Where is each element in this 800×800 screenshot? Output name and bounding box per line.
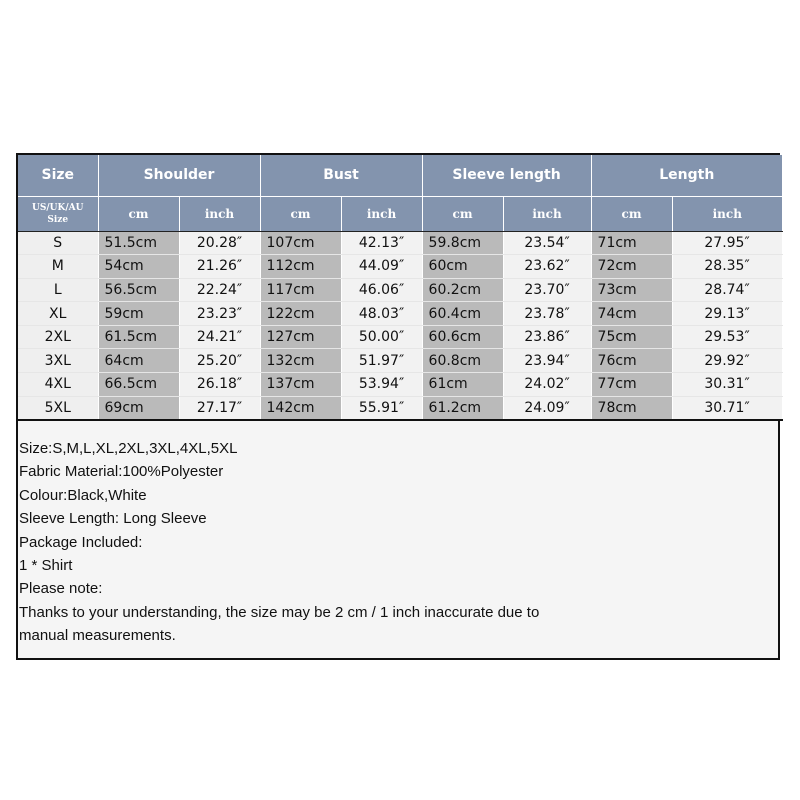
- bust-inch-cell: 44.09″: [341, 255, 422, 279]
- product-notes: [19, 437, 759, 648]
- shoulder-inch-cell: 22.24″: [179, 278, 260, 302]
- shoulder-inch-cell: 23.23″: [179, 302, 260, 326]
- bust-cm-cell: 142cm: [260, 396, 341, 420]
- length-cm-cell: 71cm: [591, 231, 672, 255]
- size-cell: L: [18, 278, 98, 302]
- size-system-line1: US/UK/AU: [32, 202, 84, 213]
- bust-cm-cell: 107cm: [260, 231, 341, 255]
- shoulder-inch-cell: 24.21″: [179, 325, 260, 349]
- shoulder-cm-cell: 54cm: [98, 255, 179, 279]
- size-cell: 2XL: [18, 325, 98, 349]
- sleeve-cm-cell: 59.8cm: [422, 231, 503, 255]
- note-colour: Colour:Black,White: [19, 486, 147, 504]
- bust-inch-cell: 48.03″: [341, 302, 422, 326]
- shoulder-inch-cell: 27.17″: [179, 396, 260, 420]
- length-cm-cell: 78cm: [591, 396, 672, 420]
- table-row: [18, 231, 782, 255]
- length-cm-cell: 76cm: [591, 349, 672, 373]
- sleeve-inch-cell: 23.62″: [503, 255, 591, 279]
- sleeve-cm-cell: 60cm: [422, 255, 503, 279]
- bust-cm-cell: 117cm: [260, 278, 341, 302]
- length-inch-cell: 30.31″: [672, 373, 782, 397]
- length-cm-cell: 74cm: [591, 302, 672, 326]
- table-row: [18, 373, 782, 397]
- length-cm-cell: 72cm: [591, 255, 672, 279]
- unit-cm: cm: [260, 196, 341, 231]
- shoulder-cm-cell: 69cm: [98, 396, 179, 420]
- sleeve-inch-cell: 23.54″: [503, 231, 591, 255]
- header-shoulder: Shoulder: [98, 155, 260, 196]
- size-cell: S: [18, 231, 98, 255]
- shoulder-cm-cell: 56.5cm: [98, 278, 179, 302]
- size-cell: XL: [18, 302, 98, 326]
- note-package-label: Package Included:: [19, 533, 143, 551]
- sleeve-cm-cell: 60.8cm: [422, 349, 503, 373]
- header-size: Size: [18, 155, 98, 196]
- note-fabric: Fabric Material:100%Polyester: [19, 463, 224, 481]
- shoulder-inch-cell: 26.18″: [179, 373, 260, 397]
- unit-inch: inch: [179, 196, 260, 231]
- size-cell: M: [18, 255, 98, 279]
- shoulder-inch-cell: 21.26″: [179, 255, 260, 279]
- header-length: Length: [591, 155, 782, 196]
- header-row-units: [18, 196, 782, 231]
- sleeve-inch-cell: 23.86″: [503, 325, 591, 349]
- sleeve-inch-cell: 23.70″: [503, 278, 591, 302]
- table-row: [18, 255, 782, 279]
- sleeve-inch-cell: 24.02″: [503, 373, 591, 397]
- length-inch-cell: 29.53″: [672, 325, 782, 349]
- note-sizes: Size:S,M,L,XL,2XL,3XL,4XL,5XL: [19, 440, 238, 457]
- bust-inch-cell: 46.06″: [341, 278, 422, 302]
- unit-inch: inch: [341, 196, 422, 231]
- length-inch-cell: 27.95″: [672, 231, 782, 255]
- length-cm-cell: 77cm: [591, 373, 672, 397]
- size-cell: 3XL: [18, 349, 98, 373]
- length-inch-cell: 29.13″: [672, 302, 782, 326]
- bust-inch-cell: 51.97″: [341, 349, 422, 373]
- unit-inch: inch: [672, 196, 782, 231]
- unit-cm: cm: [98, 196, 179, 231]
- shoulder-inch-cell: 25.20″: [179, 349, 260, 373]
- table-row: [18, 396, 782, 420]
- note-package-item: 1 * Shirt: [19, 557, 73, 575]
- length-cm-cell: 75cm: [591, 325, 672, 349]
- table-row: [18, 325, 782, 349]
- bust-inch-cell: 50.00″: [341, 325, 422, 349]
- shoulder-cm-cell: 51.5cm: [98, 231, 179, 255]
- unit-cm: cm: [422, 196, 503, 231]
- header-size-system: [18, 196, 98, 231]
- size-system-line2: Size: [47, 214, 69, 225]
- bust-inch-cell: 55.91″: [341, 396, 422, 420]
- length-inch-cell: 28.74″: [672, 278, 782, 302]
- sleeve-cm-cell: 60.6cm: [422, 325, 503, 349]
- length-inch-cell: 29.92″: [672, 349, 782, 373]
- unit-inch: inch: [503, 196, 591, 231]
- unit-cm: cm: [591, 196, 672, 231]
- header-bust: Bust: [260, 155, 422, 196]
- bust-inch-cell: 42.13″: [341, 231, 422, 255]
- length-cm-cell: 73cm: [591, 278, 672, 302]
- bust-inch-cell: 53.94″: [341, 373, 422, 397]
- shoulder-cm-cell: 61.5cm: [98, 325, 179, 349]
- bust-cm-cell: 112cm: [260, 255, 341, 279]
- shoulder-cm-cell: 59cm: [98, 302, 179, 326]
- table-row: [18, 302, 782, 326]
- size-table: [18, 155, 783, 421]
- sleeve-cm-cell: 60.4cm: [422, 302, 503, 326]
- bust-cm-cell: 122cm: [260, 302, 341, 326]
- header-sleeve-length: Sleeve length: [422, 155, 591, 196]
- table-row: [18, 278, 782, 302]
- note-sleeve: Sleeve Length: Long Sleeve: [19, 510, 207, 528]
- bust-cm-cell: 132cm: [260, 349, 341, 373]
- sleeve-cm-cell: 61.2cm: [422, 396, 503, 420]
- size-cell: 5XL: [18, 396, 98, 420]
- length-inch-cell: 30.71″: [672, 396, 782, 420]
- shoulder-inch-cell: 20.28″: [179, 231, 260, 255]
- sleeve-inch-cell: 23.94″: [503, 349, 591, 373]
- note-accuracy: Thanks to your understanding, the size may be 2 cm / 1 inch inaccurate due to manual measurements.: [19, 603, 540, 645]
- size-chart-panel: [16, 153, 780, 660]
- sleeve-inch-cell: 23.78″: [503, 302, 591, 326]
- sleeve-cm-cell: 61cm: [422, 373, 503, 397]
- sleeve-cm-cell: 60.2cm: [422, 278, 503, 302]
- table-row: [18, 349, 782, 373]
- bust-cm-cell: 137cm: [260, 373, 341, 397]
- size-cell: 4XL: [18, 373, 98, 397]
- shoulder-cm-cell: 66.5cm: [98, 373, 179, 397]
- length-inch-cell: 28.35″: [672, 255, 782, 279]
- shoulder-cm-cell: 64cm: [98, 349, 179, 373]
- bust-cm-cell: 127cm: [260, 325, 341, 349]
- note-please-note: Please note:: [19, 580, 103, 598]
- sleeve-inch-cell: 24.09″: [503, 396, 591, 420]
- header-row-groups: [18, 155, 782, 196]
